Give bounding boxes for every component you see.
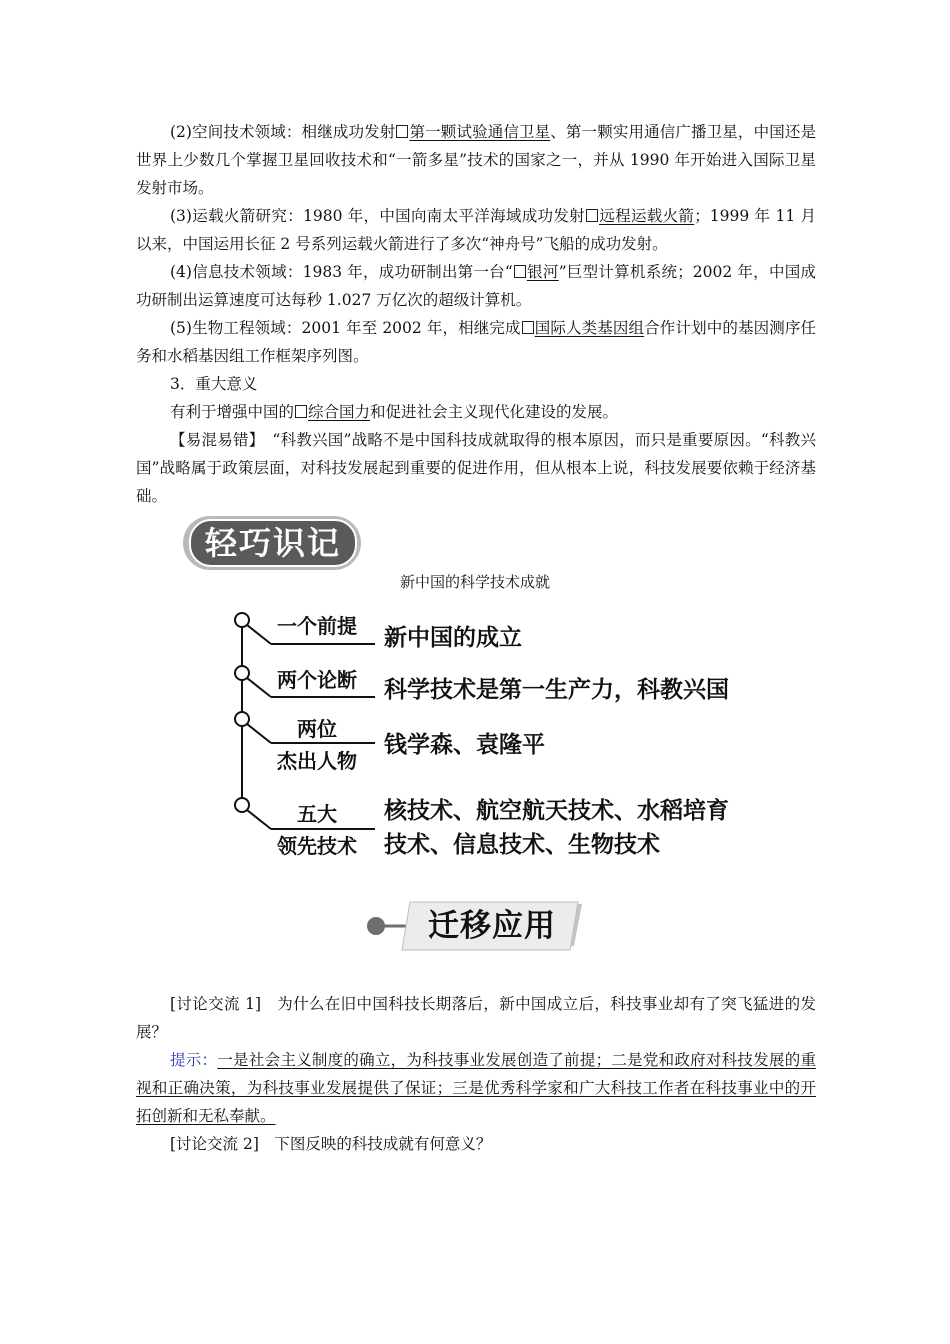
text: “科教兴国”战略不是中国科技成就取得的根本原因，而只是重要原因。“科教兴国”战略属于政策层面，对科技发展起到重要的促进作用，但从根本上说，科技发展要依赖于经济基础。 bbox=[136, 431, 816, 505]
branch-desc-tech-2: 技术、信息技术、生物技术 bbox=[384, 832, 660, 858]
branch-label-tech-1: 五大 bbox=[297, 802, 337, 826]
text: (3)运载火箭研究：1980 年，中国向南太平洋海域成功发射 bbox=[170, 207, 586, 225]
mindmap-node-icon bbox=[235, 798, 249, 812]
discussion-question-2: [讨论交流 2] 下图反映的科技成就有何意义？ bbox=[170, 1135, 492, 1153]
branch-label-figures-1: 两位 bbox=[297, 717, 337, 741]
text: ”巨型计算机系统；2002 年，中国成功研制出运算速度可达每秒 1.027 万亿次的超级计算机。 bbox=[136, 263, 816, 309]
paragraph-common-mistake bbox=[136, 426, 816, 510]
answer-text: 综合国力 bbox=[308, 403, 371, 421]
answer-box bbox=[514, 265, 526, 278]
mindmap-caption: 新中国的科学技术成就 bbox=[399, 573, 550, 591]
branch-desc-theses: 科学技术是第一生产力，科教兴国 bbox=[384, 677, 729, 703]
paragraph-rocket bbox=[136, 202, 816, 258]
text: 有利于增强中国的 bbox=[170, 403, 295, 421]
banner-title: 轻巧识记 bbox=[189, 519, 357, 567]
text: 和促进社会主义现代化建设的发展。 bbox=[370, 403, 619, 421]
paragraph-info-tech bbox=[136, 258, 816, 314]
discussion-question-1: [讨论交流 1] 为什么在旧中国科技长期落后，新中国成立后，科技事业却有了突飞猛进的发展？ bbox=[136, 995, 816, 1041]
mindmap-node-icon bbox=[235, 666, 249, 680]
answer-box bbox=[586, 209, 598, 222]
heading-significance: 3．重大意义 bbox=[170, 375, 258, 393]
branch-desc-figures: 钱学森、袁隆平 bbox=[384, 732, 545, 758]
answer-box bbox=[522, 321, 534, 334]
hint-text: 一是社会主义制度的确立，为科技事业发展创造了前提；二是党和政府对科技发展的重视和正确决策，为科技事业发展提供了保证；三是优秀科学家和广大科技工作者在科技事业中的开拓创新和无私奉献。 bbox=[136, 1051, 816, 1125]
answer-box bbox=[396, 125, 408, 138]
branch-label-figures-2: 杰出人物 bbox=[277, 749, 357, 773]
text: (4)信息技术领域：1983 年，成功研制出第一台“ bbox=[170, 263, 513, 281]
branch-desc-premise: 新中国的成立 bbox=[384, 625, 522, 651]
paragraph-space-tech bbox=[136, 118, 816, 202]
answer-text: 第一颗试验通信卫星 bbox=[409, 123, 551, 141]
paragraph-significance bbox=[136, 398, 816, 426]
mindmap-node-icon bbox=[235, 712, 249, 726]
text: ；1999 年 11 月以来，中国运用长征 2 号系列运载火箭进行了多次“神舟号”飞船的成功发射。 bbox=[136, 207, 816, 253]
branch-desc-tech-1: 核技术、航空航天技术、水稻培育 bbox=[384, 798, 729, 824]
banner-title: 迁移应用 bbox=[428, 908, 556, 944]
section-banner-apply bbox=[366, 898, 586, 954]
answer-text: 国际人类基因组 bbox=[534, 319, 645, 337]
mistake-tag: 【易混易错】 bbox=[170, 431, 257, 449]
hint-paragraph bbox=[136, 1046, 816, 1130]
hint-label: 提示： bbox=[170, 1051, 218, 1069]
mindmap-node-icon bbox=[235, 613, 249, 627]
branch-label-premise: 一个前提 bbox=[277, 614, 357, 638]
section-banner-memory bbox=[183, 516, 361, 570]
branch-label-tech-2: 领先技术 bbox=[277, 834, 357, 858]
text: 、第一颗实用通信广播卫星，中国还是世界上少数几个掌握卫星回收技术和“一箭多星”技术的国家之一，并从 1990 年开始进入国际卫星发射市场。 bbox=[136, 123, 816, 197]
paragraph-bio-tech bbox=[136, 314, 816, 370]
answer-text: 银河 bbox=[526, 263, 559, 281]
text: (2)空间技术领域：相继成功发射 bbox=[170, 123, 396, 141]
text: (5)生物工程领域：2001 年至 2002 年，相继完成 bbox=[170, 319, 521, 337]
answer-box bbox=[295, 405, 307, 418]
answer-text: 远程运载火箭 bbox=[599, 207, 695, 225]
branch-label-theses: 两个论断 bbox=[277, 668, 357, 692]
text: 合作计划中的基因测序任务和水稻基因组工作框架序列图。 bbox=[136, 319, 816, 365]
